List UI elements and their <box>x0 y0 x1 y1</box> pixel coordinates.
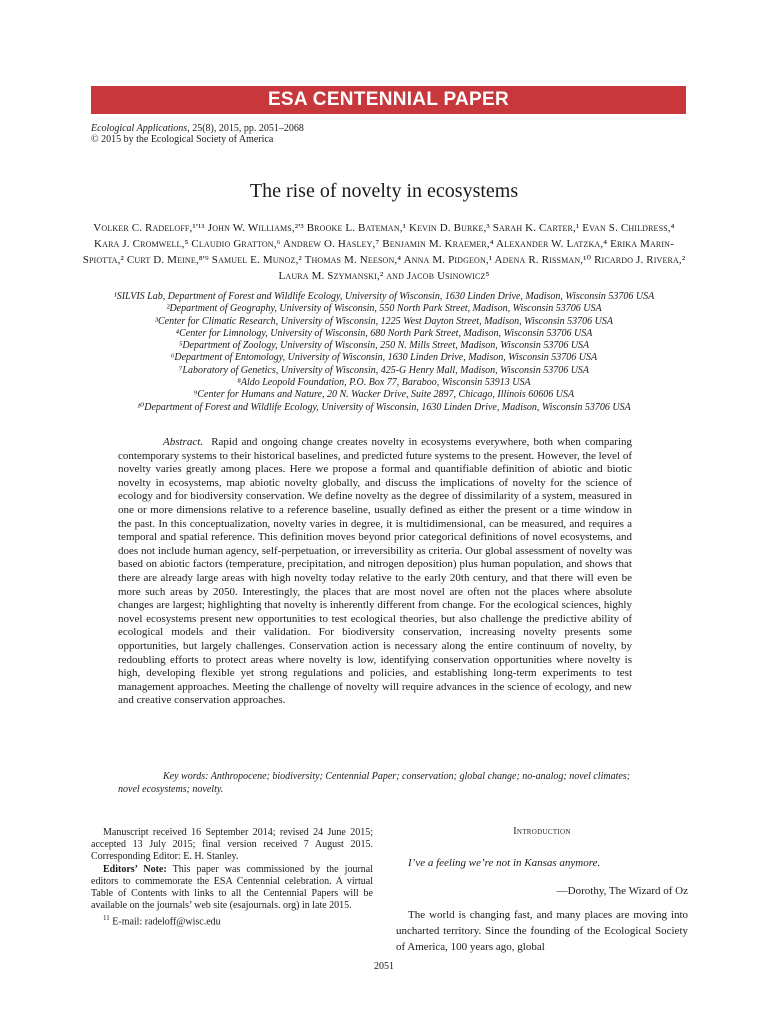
affiliation-5: ⁵Department of Zoology, University of Wisconsin, 250 N. Mills Street, Madison, Wisconsin 53706 USA <box>178 340 590 352</box>
abstract-label: Abstract. <box>163 436 204 448</box>
abstract-text: Rapid and ongoing change creates novelty in ecosystems everywhere, both when comparing contemporary systems to their historical baselines, and predicted future systems to the present. However, the level of novelty varies greatly among places. Here we propose a formal and quantifiable definition of abiotic and biotic novelty in ecosystems, map abiotic novelty globally, and discuss the implications of novelty for the science of ecology and for biodiversity conservation. We define novelty as the degree of dissimilarity of a system, measured in one or more dimensions relative to a reference baseline, usually defined as either the present or a time window in the past. In this conceptualization, novelty varies in degree, it is multidimensional, can be measured, and requires a temporal and spatial reference. This definition moves beyond prior categorical definitions of novel ecosystems, and does not include human agency, self-perpetuation, or irreversibility as criteria. Our global assessment of novelty was based on abiotic factors (temperature, precipitation, and nitrogen deposition) plus human population, and shows that there are already large areas with high novelty today relative to the early 20th century, and that there will even be more such areas by 2050. Interestingly, the places that are most novel are often not the places where absolute changes are largest; highlighting that novelty is inherently different from change. For the ecological sciences, highly novel ecosystems present new opportunities to test ecological theories, but also challenge the predictive ability of ecological models and their validation. For biodiversity conservation, increasing novelty presents some opportunities, but largely challenges. Conservation action is necessary along the entire continuum of novelty, by redoubling efforts to protect areas where novelty is low, identifying conservation opportunities where novelty is high, developing flexible yet strong regulations and policies, and establishing long-term experiments to test management approaches. Meeting the challenge of novelty will require advances in the science of ecology, and new and creative conservation approaches. <box>118 436 633 707</box>
abstract <box>118 436 632 708</box>
keywords <box>118 771 632 796</box>
affiliation-4: ⁴Center for Limnology, University of Wisconsin, 680 North Park Street, Madison, Wisconsin 53706 USA <box>175 327 593 339</box>
affiliation-6: ⁶Department of Entomology, University of Wisconsin, 1630 Linden Drive, Madison, Wisconsin 53706 USA <box>170 352 598 364</box>
footnotes <box>91 827 373 929</box>
manuscript-note: Manuscript received 16 September 2014; revised 24 June 2015; accepted 13 July 2015; final version received 7 August 2015. Corresponding Editor: E. H. Stanley. <box>91 827 373 863</box>
author-list: Volker C. Radeloff,¹'¹¹ John W. Williams,²'³ Brooke L. Bateman,¹ Kevin D. Burke,³ Sarah K. Carter,¹ Evan S. Childress,⁴ Kara J. Cromwell,⁵ Claudio Gratton,⁶ Andrew O. Hasley,⁷ Benjamin M. Kraemer,⁴ Alexander W. Latzka,⁴ Erika Marin-Spiotta,² Curt D. Meine,⁸'⁹ Samuel E. Munoz,² Thomas M. Neeson,⁴ Anna M. Pidgeon,¹ Adena R. Rissman,¹⁰ Ricardo J. Rivera,² Laura M. Szymanski,² and Jacob Usinowicz⁵ <box>82 222 686 282</box>
keywords-text: Key words: Anthropocene; biodiversity; Centennial Paper; conservation; global change; no-analog; novel climates; novel ecosystems; novelty. <box>118 771 631 795</box>
section-banner: ESA CENTENNIAL PAPER <box>91 86 686 114</box>
affiliation-7: ⁷Laboratory of Genetics, University of Wisconsin, 425-G Henry Mall, Madison, Wisconsin 53706 USA <box>178 364 590 376</box>
affiliation-9: ⁹Center for Humans and Nature, 20 N. Wacker Drive, Suite 2897, Chicago, Illinois 60606 USA <box>193 389 575 401</box>
page-number: 2051 <box>374 961 394 972</box>
email-note: E-mail: radeloff@wisc.edu <box>112 916 221 928</box>
editors-note-text: This paper was commissioned by the journal editors to commemorate the ESA Centennial celebration. A virtual Table of Contents with links to all the Centennial Papers will be available on the journals’ web site (esajournals. org) in late 2015. <box>91 863 373 912</box>
journal-name: Ecological Applications <box>91 123 188 134</box>
editors-note-label: Editors’ Note: <box>103 863 167 875</box>
email-footnote-mark: 11 <box>103 914 110 923</box>
intro-paragraph: The world is changing fast, and many places are moving into uncharted territory. Since the founding of the Ecological Society of America, 100 years ago, global <box>396 909 688 953</box>
journal-citation <box>91 123 304 145</box>
affiliation-8: ⁸Aldo Leopold Foundation, P.O. Box 77, Baraboo, Wisconsin 53913 USA <box>237 377 531 389</box>
paper-title: The rise of novelty in ecosystems <box>249 180 519 202</box>
affiliation-2: ²Department of Geography, University of Wisconsin, 550 North Park Street, Madison, Wisconsin 53706 USA <box>166 303 602 315</box>
copyright-line: © 2015 by the Ecological Society of America <box>91 134 274 145</box>
epigraph-attribution: —Dorothy, The Wizard of Oz <box>556 885 688 897</box>
epigraph: I’ve a feeling we’re not in Kansas anymore. <box>408 857 601 869</box>
affiliation-list <box>80 291 688 414</box>
affiliation-3: ³Center for Climatic Research, University of Wisconsin, 1225 West Dayton Street, Madison, Wisconsin 53706 USA <box>155 315 613 327</box>
affiliation-1: ¹SILVIS Lab, Department of Forest and Wildlife Ecology, University of Wisconsin, 1630 Linden Drive, Madison, Wisconsin 53706 USA <box>113 291 655 302</box>
introduction-column <box>396 824 688 955</box>
journal-volume: , 25(8), 2015, pp. 2051–2068 <box>187 123 304 134</box>
affiliation-10: ¹⁰Department of Forest and Wildlife Ecology, University of Wisconsin, 1630 Linden Drive, Madison, Wisconsin 53706 USA <box>137 401 631 413</box>
section-heading: Introduction <box>513 826 571 837</box>
